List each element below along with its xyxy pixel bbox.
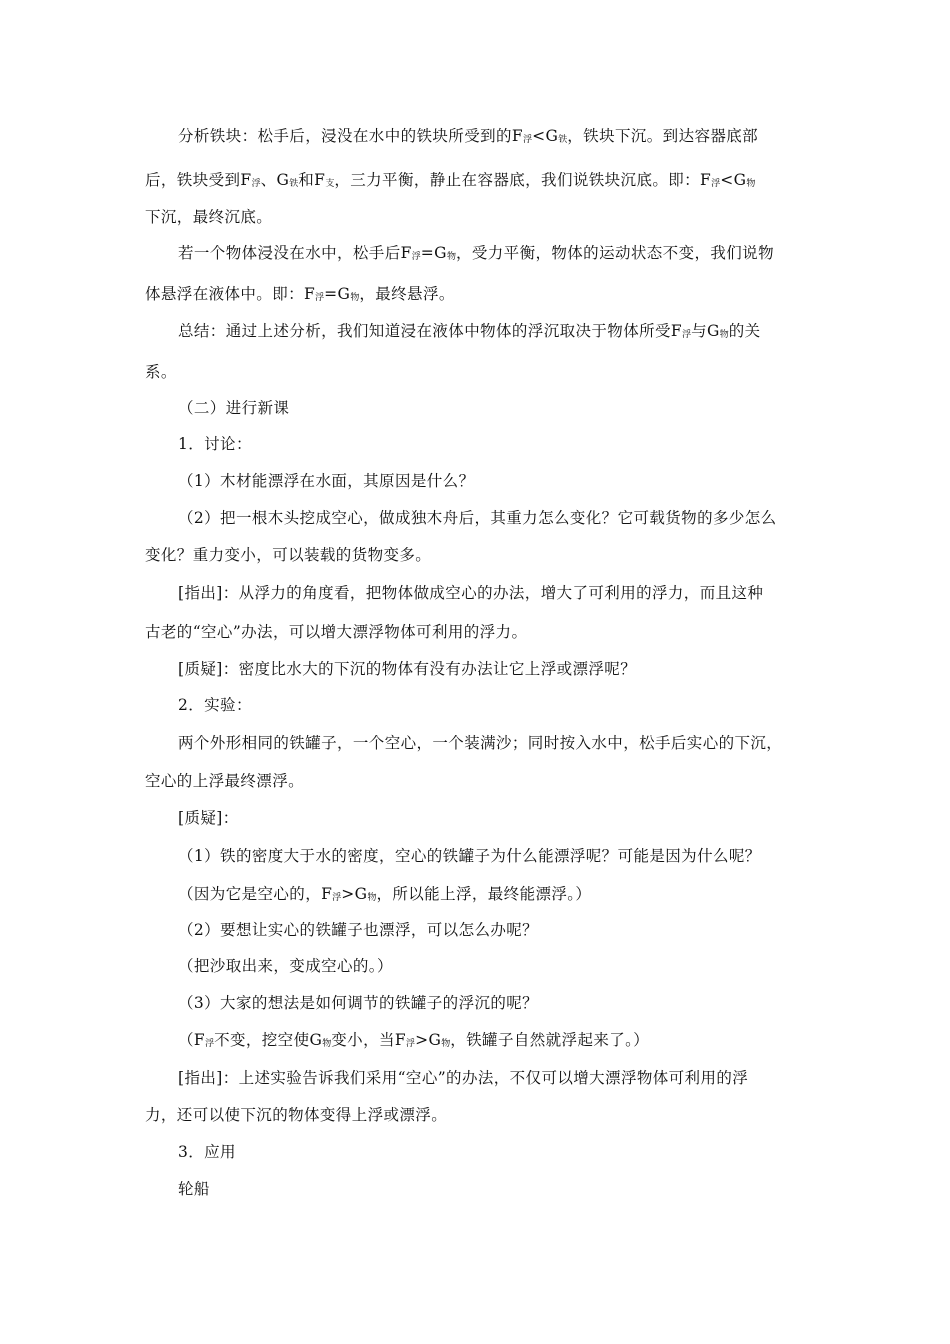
text-line bbox=[178, 583, 763, 603]
text-run: 两个外形相同的铁罐子，一个空心，一个装满沙；同时按入水中，松手后实心的下沉， bbox=[178, 734, 783, 752]
text-run: 变化？重力变小，可以装载的货物变多。 bbox=[145, 546, 432, 564]
subscript: 物 bbox=[322, 1039, 332, 1049]
text-run: （F bbox=[178, 1031, 206, 1049]
text-line bbox=[145, 284, 455, 308]
text-run: >G bbox=[341, 885, 368, 903]
text-run: 若一个物体浸没在水中，松手后F bbox=[178, 244, 412, 262]
subscript: 物 bbox=[746, 179, 756, 189]
text-run: 轮船 bbox=[178, 1180, 210, 1198]
text-run: <G bbox=[532, 127, 559, 145]
text-run: [质疑]： bbox=[178, 809, 239, 827]
text-line bbox=[178, 434, 252, 454]
text-line bbox=[178, 808, 239, 828]
text-line bbox=[178, 659, 636, 679]
subscript: 浮 bbox=[205, 1039, 215, 1049]
text-run: （1）铁的密度大于水的密度，空心的铁罐子为什么能漂浮呢？可能是因为什么呢？ bbox=[178, 847, 761, 865]
text-run: ，铁罐子自然就浮起来了。） bbox=[450, 1031, 650, 1049]
text-run: ，最终悬浮。 bbox=[359, 285, 455, 303]
text-line bbox=[145, 771, 304, 791]
text-run: 总结：通过上述分析，我们知道浸在液体中物体的浮沉取决于物体所受F bbox=[178, 322, 683, 340]
text-run: 2．实验： bbox=[178, 696, 252, 714]
text-line bbox=[178, 1068, 748, 1088]
text-run: <G bbox=[720, 171, 747, 189]
text-line bbox=[145, 622, 527, 642]
text-run: 力，还可以使下沉的物体变得上浮或漂浮。 bbox=[145, 1106, 448, 1124]
text-run: 3．应用 bbox=[178, 1143, 236, 1161]
text-run: ，铁块下沉。到达容器底部 bbox=[567, 127, 759, 145]
text-line bbox=[178, 846, 761, 866]
subscript: 物 bbox=[719, 330, 729, 340]
text-line bbox=[178, 1179, 210, 1199]
subscript: 浮 bbox=[406, 1039, 416, 1049]
text-line bbox=[178, 243, 774, 267]
text-run: 系。 bbox=[145, 363, 177, 381]
text-run: 不变，挖空使G bbox=[214, 1031, 323, 1049]
text-run: 分析铁块：松手后，浸没在水中的铁块所受到的F bbox=[178, 127, 524, 145]
text-line bbox=[178, 508, 777, 528]
text-run: ，受力平衡，物体的运动状态不变，我们说物 bbox=[455, 244, 774, 262]
text-run: 下沉，最终沉底。 bbox=[145, 208, 273, 226]
text-line bbox=[178, 126, 758, 150]
text-run: =G bbox=[324, 285, 351, 303]
text-run: 的关 bbox=[728, 322, 761, 340]
text-line bbox=[145, 1105, 447, 1125]
text-run: [指出]：从浮力的角度看，把物体做成空心的办法，增大了可利用的浮力，而且这种 bbox=[178, 584, 764, 602]
text-line bbox=[178, 993, 538, 1013]
subscript: 铁 bbox=[558, 135, 568, 145]
text-line bbox=[178, 956, 393, 976]
subscript: 物 bbox=[367, 893, 377, 903]
text-run: 后，铁块受到F bbox=[145, 171, 252, 189]
text-run: ，三力平衡，静止在容器底，我们说铁块沉底。即：F bbox=[334, 171, 712, 189]
text-line bbox=[178, 733, 782, 753]
text-line bbox=[178, 920, 538, 940]
subscript: 浮 bbox=[332, 893, 342, 903]
text-line bbox=[178, 695, 252, 715]
text-line bbox=[178, 884, 591, 908]
subscript: 浮 bbox=[523, 135, 533, 145]
text-run: （二）进行新课 bbox=[178, 399, 290, 417]
text-run: ，所以能上浮，最终能漂浮。） bbox=[376, 885, 592, 903]
text-line bbox=[178, 321, 761, 345]
subscript: 浮 bbox=[411, 252, 421, 262]
text-run: （2）要想让实心的铁罐子也漂浮，可以怎么办呢？ bbox=[178, 921, 539, 939]
text-run: 空心的上浮最终漂浮。 bbox=[145, 772, 305, 790]
text-run: （因为它是空心的，F bbox=[178, 885, 333, 903]
text-run: 1．讨论： bbox=[178, 435, 252, 453]
text-run: =G bbox=[420, 244, 447, 262]
subscript: 铁 bbox=[289, 179, 299, 189]
text-run: [质疑]：密度比水大的下沉的物体有没有办法让它上浮或漂浮呢？ bbox=[178, 660, 637, 678]
text-run: （把沙取出来，变成空心的。） bbox=[178, 957, 393, 975]
text-run: 古老的“空心”办法，可以增大漂浮物体可利用的浮力。 bbox=[145, 623, 528, 641]
text-run: （1）木材能漂浮在水面，其原因是什么？ bbox=[178, 472, 475, 490]
subscript: 支 bbox=[325, 179, 335, 189]
subscript: 物 bbox=[441, 1039, 451, 1049]
subscript: 浮 bbox=[251, 179, 261, 189]
text-line bbox=[178, 398, 289, 418]
subscript: 物 bbox=[350, 293, 360, 303]
text-run: 、G bbox=[260, 171, 290, 189]
text-line bbox=[178, 1030, 649, 1054]
text-line bbox=[145, 545, 431, 565]
text-line bbox=[145, 362, 177, 382]
subscript: 浮 bbox=[682, 330, 692, 340]
text-run: >G bbox=[415, 1031, 442, 1049]
subscript: 物 bbox=[446, 252, 456, 262]
text-line bbox=[178, 471, 474, 491]
text-line bbox=[145, 207, 272, 227]
text-run: （2）把一根木头挖成空心，做成独木舟后，其重力怎么变化？它可载货物的多少怎么 bbox=[178, 509, 777, 527]
subscript: 浮 bbox=[711, 179, 721, 189]
text-run: 变小，当F bbox=[331, 1031, 407, 1049]
text-line bbox=[145, 170, 755, 194]
text-run: （3）大家的想法是如何调节的铁罐子的浮沉的呢？ bbox=[178, 994, 539, 1012]
text-run: [指出]：上述实验告诉我们采用“空心”的办法，不仅可以增大漂浮物体可利用的浮 bbox=[178, 1069, 749, 1087]
text-run: 与G bbox=[691, 322, 720, 340]
subscript: 浮 bbox=[315, 293, 325, 303]
text-run: 和F bbox=[298, 171, 326, 189]
text-line bbox=[178, 1142, 236, 1162]
text-run: 体悬浮在液体中。即：F bbox=[145, 285, 316, 303]
